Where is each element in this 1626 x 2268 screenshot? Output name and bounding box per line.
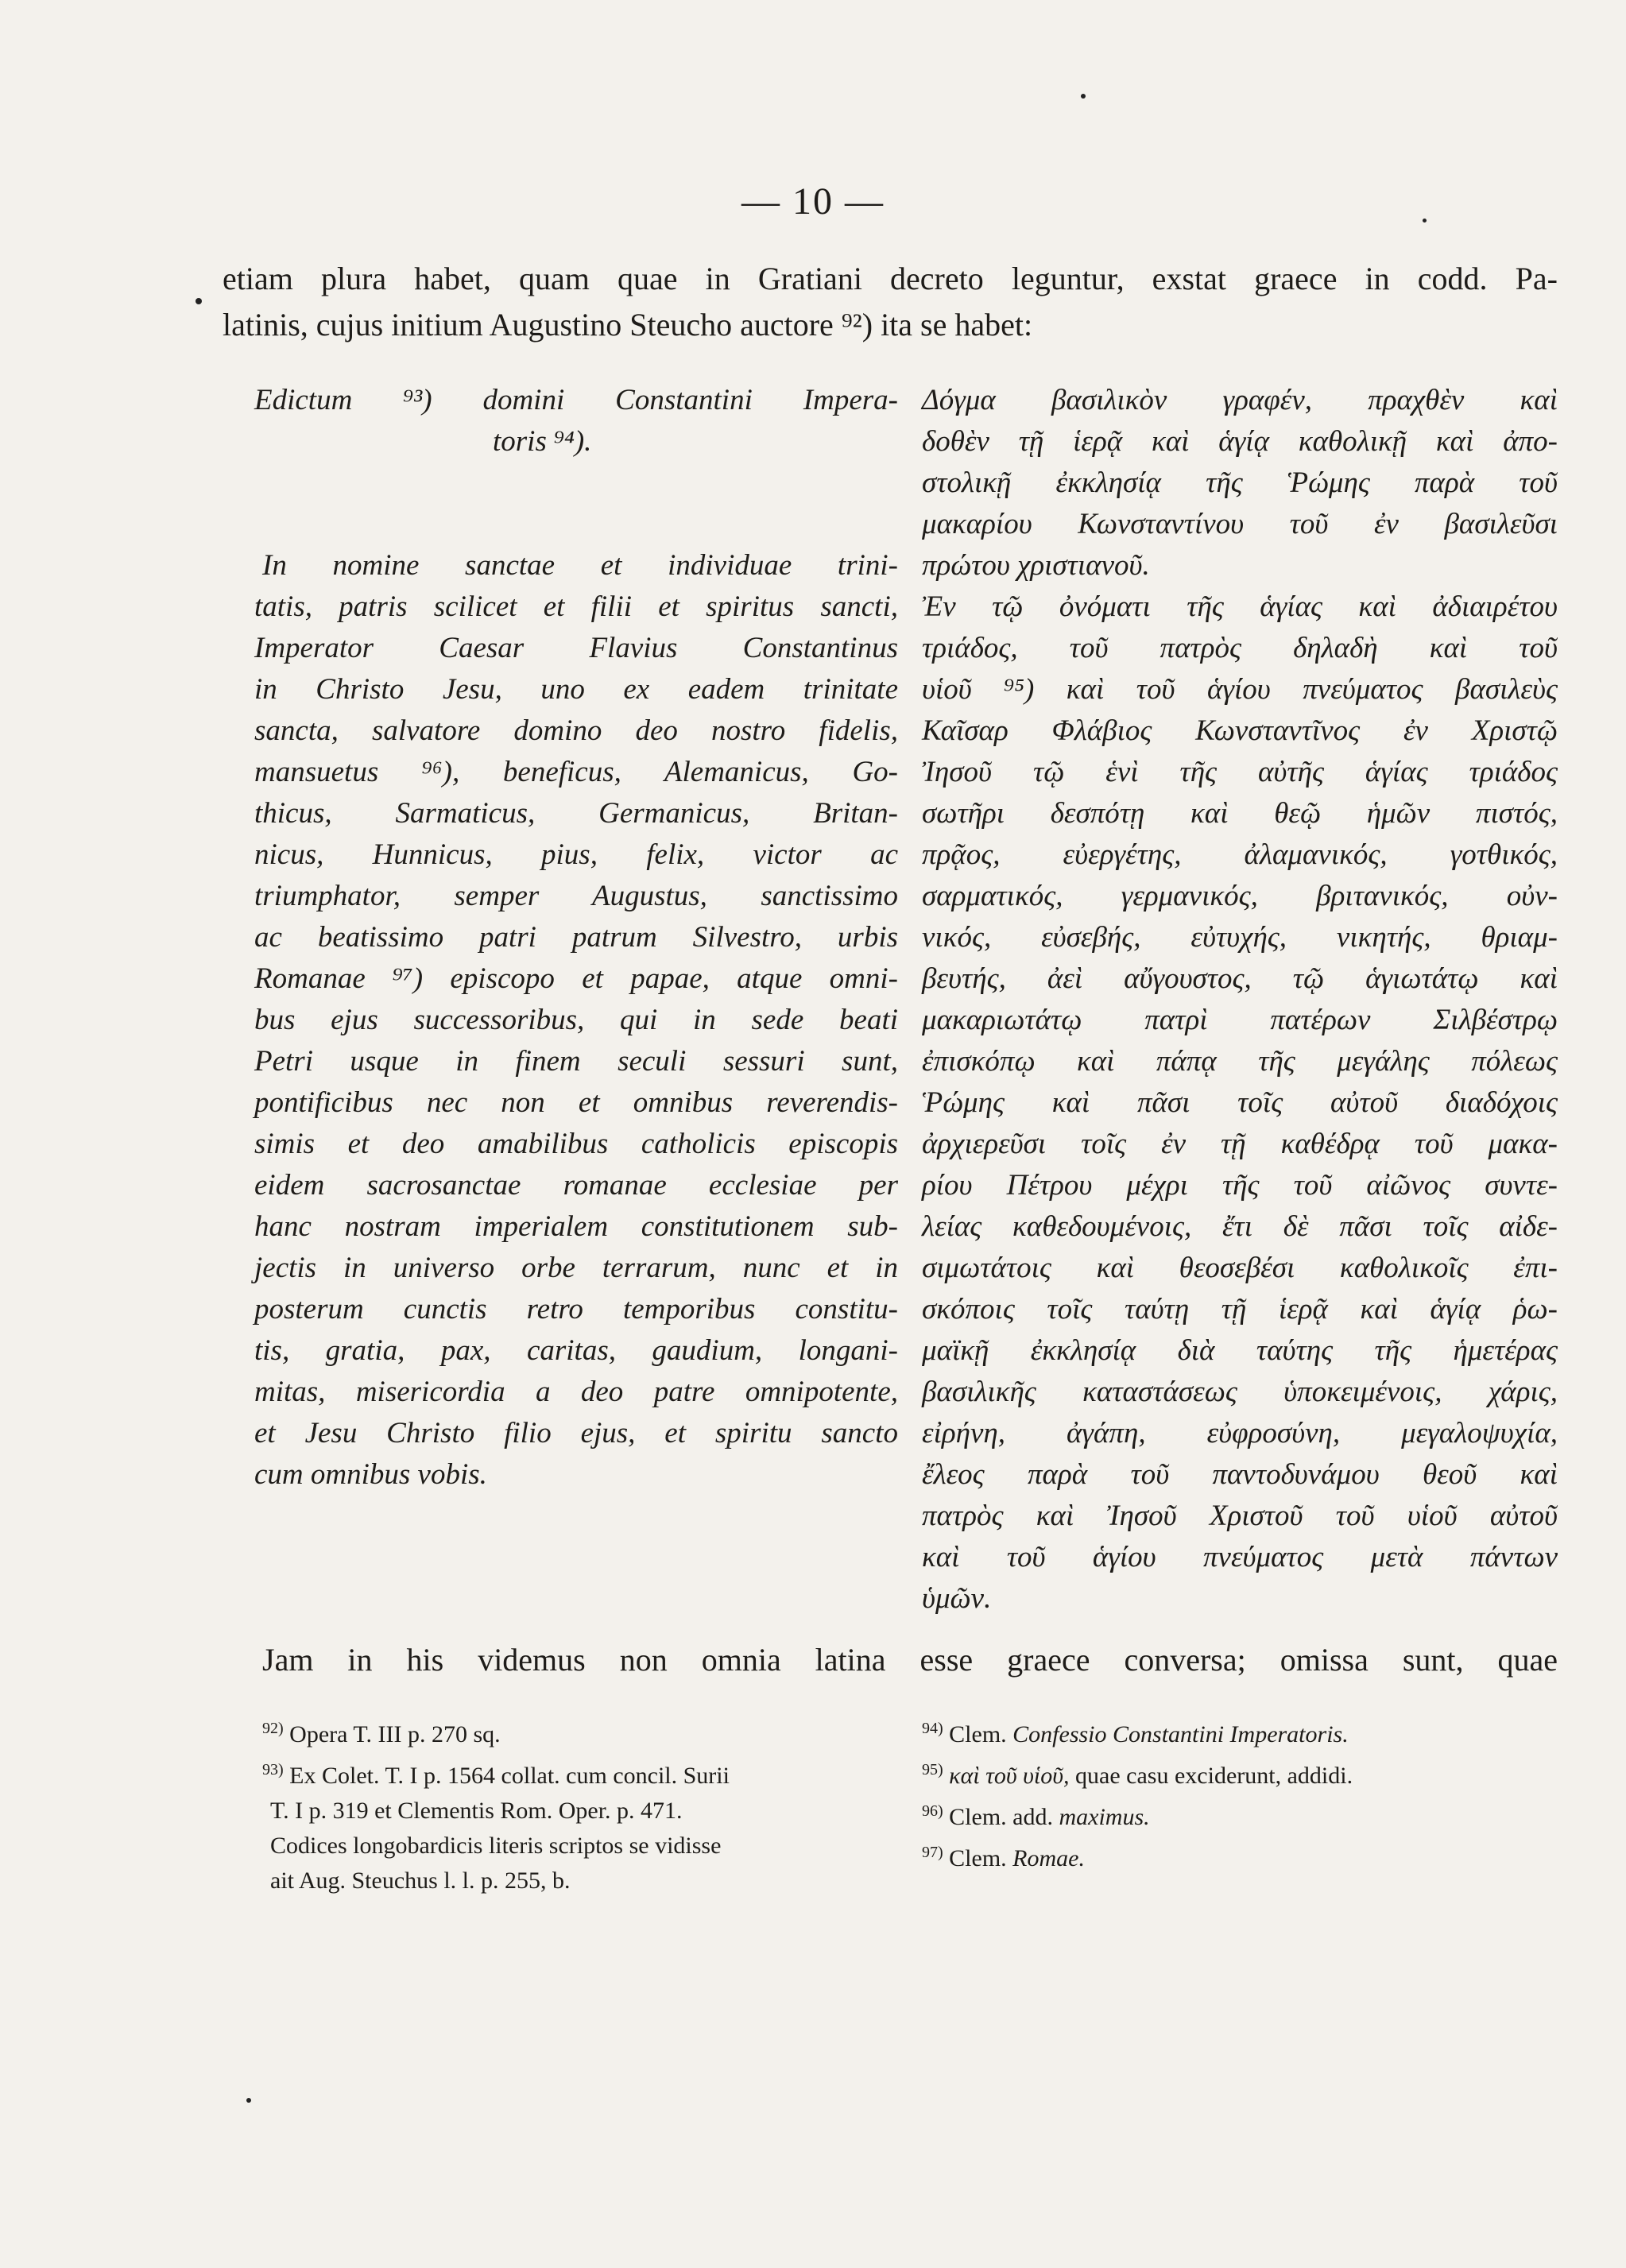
greek-line: ρίου Πέτρου μέχρι τῆς τοῦ αἰῶνος συντε-: [922, 1169, 1558, 1202]
paper-speck: [196, 298, 202, 304]
greek-line: ὑμῶν.: [922, 1582, 992, 1615]
greek-line: δοθὲν τῇ ἱερᾷ καὶ ἁγίᾳ καθολικῇ καὶ ἀπο-: [922, 425, 1558, 458]
footnote-italic: maximus.: [1059, 1804, 1150, 1830]
greek-line: ἔλεος παρὰ τοῦ παντοδυνάμου θεοῦ καὶ: [922, 1458, 1558, 1491]
latin-line: eidem sacrosanctae romanae ecclesiae per: [254, 1169, 898, 1202]
latin-line: posterum cunctis retro temporibus constitu-: [254, 1293, 898, 1326]
latin-line: pontificibus nec non et omnibus reverendis-: [254, 1086, 898, 1119]
paper-speck: [1423, 219, 1427, 223]
footnote: [922, 1835, 1558, 1876]
footnote-continuation: T. I p. 319 et Clementis Rom. Oper. p. 471.: [270, 1798, 683, 1824]
intro-line-2: latinis, cujus initium Augustino Steucho auctore ⁹²) ita se habet:: [223, 307, 1033, 343]
greek-line: ἐπισκόπῳ καὶ πάπᾳ τῆς μεγάλης πόλεως: [922, 1045, 1558, 1078]
greek-line: Δόγμα βασιλικὸν γραφέν, πραχθὲν καὶ: [922, 384, 1558, 416]
latin-line: hanc nostram imperialem constitutionem sub-: [254, 1210, 898, 1243]
latin-line: in Christo Jesu, uno ex eadem trinitate: [254, 673, 898, 706]
latin-line: Edictum ⁹³) domini Constantini Impera-: [254, 384, 898, 416]
greek-line: τριάδος, τοῦ πατρὸς δηλαδὴ καὶ τοῦ: [922, 632, 1558, 664]
latin-line: simis et deo amabilibus catholicis episcopis: [254, 1128, 898, 1160]
footnote-mark: 92): [262, 1720, 284, 1737]
latin-line: mansuetus ⁹⁶), beneficus, Alemanicus, Go-: [254, 756, 898, 788]
greek-line: σαρματικός, γερμανικός, βριτανικός, οὐν-: [922, 880, 1558, 912]
greek-line: ἀρχιερεῦσι τοῖς ἐν τῇ καθέδρᾳ τοῦ μακα-: [922, 1128, 1558, 1160]
greek-line: Ἰησοῦ τῷ ἑνὶ τῆς αὐτῆς ἁγίας τριάδος: [922, 756, 1558, 788]
greek-line: πρώτου χριστιανοῦ.: [922, 549, 1150, 582]
greek-line: σωτῆρι δεσπότῃ καὶ θεῷ ἡμῶν πιστός,: [922, 797, 1558, 830]
footnote-mark: 93): [262, 1761, 284, 1778]
latin-line: bus ejus successoribus, qui in sede beati: [254, 1004, 898, 1036]
latin-line: tatis, patris scilicet et filii et spiritus sancti,: [254, 590, 898, 623]
paper-speck: [1081, 94, 1086, 99]
greek-line: στολικῇ ἐκκλησίᾳ τῆς Ῥώμης παρὰ τοῦ: [922, 466, 1558, 499]
latin-line: [254, 504, 898, 545]
latin-line: [254, 463, 898, 504]
greek-line: υἱοῦ ⁹⁵) καὶ τοῦ ἁγίου πνεύματος βασιλεὺς: [922, 673, 1558, 706]
latin-line: triumphator, semper Augustus, sanctissimo: [254, 880, 898, 912]
latin-line: In nomine sanctae et individuae trini-: [262, 549, 898, 582]
latin-line: Imperator Caesar Flavius Constantinus: [254, 632, 898, 664]
footnote-prefix: Clem. add.: [949, 1804, 1059, 1830]
footnote-prefix: Clem.: [949, 1721, 1013, 1747]
latin-line: sancta, salvatore domino deo nostro fidelis,: [254, 714, 898, 747]
greek-line: πατρὸς καὶ Ἰησοῦ Χριστοῦ τοῦ υἱοῦ αὐτοῦ: [922, 1500, 1558, 1532]
greek-line: λείας καθεδουμένοις, ἔτι δὲ πᾶσι τοῖς αἰδε-: [922, 1210, 1558, 1243]
greek-line: Καῖσαρ Φλάβιος Κωνσταντῖνος ἐν Χριστῷ: [922, 714, 1558, 747]
latin-line: et Jesu Christo filio ejus, et spiritu sancto: [254, 1417, 898, 1449]
latin-line: thicus, Sarmaticus, Germanicus, Britan-: [254, 797, 898, 830]
greek-line: σκόποις τοῖς ταύτῃ τῇ ἱερᾷ καὶ ἁγίᾳ ῥω-: [922, 1293, 1558, 1326]
greek-line: Ἐν τῷ ὀνόματι τῆς ἁγίας καὶ ἀδιαιρέτου: [922, 590, 1558, 623]
footnote-continuation: ait Aug. Steuchus l. l. p. 255, b.: [270, 1867, 571, 1894]
footnote-italic: Confessio Constantini Imperatoris.: [1012, 1721, 1349, 1747]
greek-line: πρᾷος, εὐεργέτης, ἀλαμανικός, γοτθικός,: [922, 838, 1558, 871]
footnote: [922, 1711, 1558, 1752]
paper-speck: [246, 2098, 251, 2103]
greek-line: Ῥώμης καὶ πᾶσι τοῖς αὐτοῦ διαδόχοις: [922, 1086, 1558, 1119]
latin-line: Petri usque in finem seculi sessuri sunt,: [254, 1045, 898, 1078]
latin-line: nicus, Hunnicus, pius, felix, victor ac: [254, 838, 898, 871]
latin-line: toris ⁹⁴).: [493, 425, 592, 458]
closing-line: Jam in his videmus non omnia latina esse graece conversa; omissa sunt, quae: [262, 1642, 1558, 1678]
latin-line: ac beatissimo patri patrum Silvestro, urbis: [254, 921, 898, 954]
footnote-continuation: Codices longobardicis literis scriptos se vidisse: [270, 1833, 722, 1859]
footnote-suffix: quae casu exciderunt, addidi.: [1069, 1763, 1353, 1789]
footnote-italic: Romae.: [1012, 1845, 1085, 1871]
footnote: [262, 1711, 898, 1752]
greek-line: μαϊκῇ ἐκκλησίᾳ διὰ ταύτης τῆς ἡμετέρας: [922, 1334, 1558, 1367]
footnote-mark: 95): [922, 1761, 943, 1778]
greek-line: μακαριωτάτῳ πατρὶ πατέρων Σιλβέστρῳ: [922, 1004, 1558, 1036]
footnote-mark: 94): [922, 1720, 943, 1737]
footnotes-left: [262, 1711, 898, 1898]
footnote-mark: 96): [922, 1802, 943, 1820]
greek-column: [922, 380, 1558, 1620]
latin-line: tis, gratia, pax, caritas, gaudium, longani-: [254, 1334, 898, 1367]
footnote: [922, 1752, 1558, 1794]
greek-line: εἰρήνη, ἀγάπη, εὐφροσύνη, μεγαλοψυχία,: [922, 1417, 1558, 1449]
greek-line: βασιλικῆς καταστάσεως ὑποκειμένοις, χάρις,: [922, 1376, 1558, 1408]
intro-line-1: etiam plura habet, quam quae in Gratiani decreto leguntur, exstat graece in codd. Pa-: [223, 261, 1558, 296]
footnote: [922, 1794, 1558, 1835]
greek-line: μακαρίου Κωνσταντίνου τοῦ ἐν βασιλεῦσι: [922, 508, 1558, 540]
footnote-text: Ex Colet. T. I p. 1564 collat. cum concil. Surii: [289, 1763, 730, 1789]
latin-line: mitas, misericordia a deo patre omnipotente,: [254, 1376, 898, 1408]
greek-line: βευτής, ἀεὶ αὔγουστος, τῷ ἁγιωτάτῳ καὶ: [922, 962, 1558, 995]
latin-line: cum omnibus vobis.: [254, 1458, 487, 1491]
greek-line: σιμωτάτοις καὶ θεοσεβέσι καθολικοῖς ἐπι-: [922, 1252, 1558, 1284]
footnote-prefix: Clem.: [949, 1845, 1013, 1871]
footnote-mark: 97): [922, 1844, 943, 1861]
greek-line: καὶ τοῦ ἁγίου πνεύματος μετὰ πάντων: [922, 1541, 1558, 1573]
latin-column: [254, 380, 898, 1496]
footnote-text: Opera T. III p. 270 sq.: [289, 1721, 501, 1747]
greek-line: νικός, εὐσεβής, εὐτυχής, νικητής, θριαμ-: [922, 921, 1558, 954]
latin-line: jectis in universo orbe terrarum, nunc et in: [254, 1252, 898, 1284]
intro-paragraph: [223, 256, 1558, 348]
latin-line: Romanae ⁹⁷) episcopo et papae, atque omni-: [254, 962, 898, 995]
footnote: [262, 1752, 898, 1794]
footnote-italic: καὶ τοῦ υἱοῦ,: [949, 1763, 1070, 1789]
page-number: — 10 —: [741, 180, 885, 223]
footnotes-right: [922, 1711, 1558, 1876]
